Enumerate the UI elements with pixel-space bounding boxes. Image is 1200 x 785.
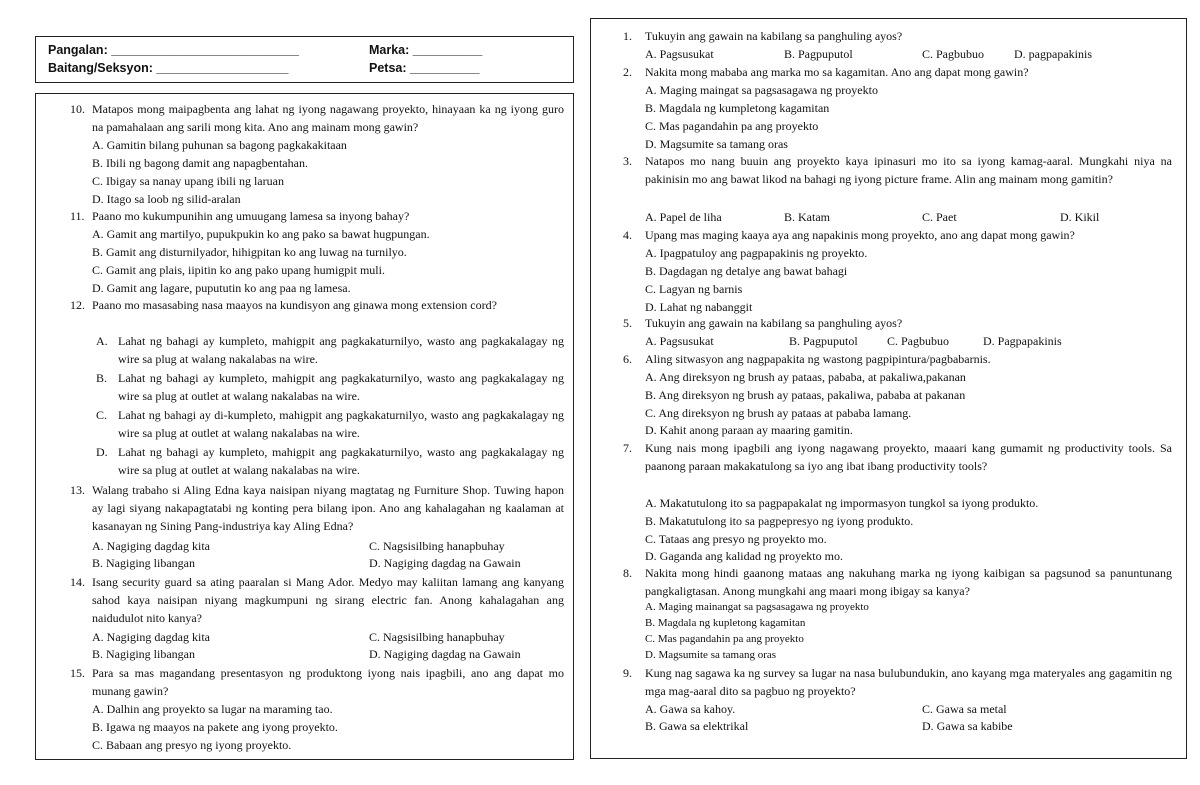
option-letter: B.: [96, 371, 108, 385]
option-b: B. Ibili ng bagong damit ang napagbentahan.: [92, 156, 308, 170]
question-5: [623, 314, 1172, 332]
section-field-label: Baitang/Seksyon: ___________________: [48, 61, 289, 75]
option-b: B. Magdala ng kumpletong kagamitan: [645, 101, 830, 115]
option-b: B. Makatutulong ito sa pagpepresyo ng iyong produkto.: [645, 514, 914, 528]
option-c: [96, 406, 564, 442]
question-14: [70, 573, 564, 627]
question-text: Paano mo masasabing nasa maayos na kundisyon ang ginawa mong extension cord?: [92, 298, 497, 312]
question-text: Aling sitwasyon ang nagpapakita ng wastong pagpipintura/pagbabarnis.: [645, 352, 991, 366]
option-a: A. Ipagpatuloy ang pagpapakinis ng proyekto.: [645, 246, 868, 260]
question-text: Kung nais mong ipagbili ang iyong nagawang proyekto, maaari kang gumamit ng productivity tools. Sa paanong paraan makakatulong sa iyo ang ibat ibang productivity tools?: [645, 441, 1172, 473]
question-number: 2.: [623, 65, 632, 79]
option-b: B. Gamit ang disturnilyador, hihigpitan ko ang luwag na turnilyo.: [92, 245, 407, 259]
question-text: Nakita mong mababa ang marka mo sa kagamitan. Ano ang dapat mong gawin?: [645, 65, 1029, 79]
option-d: D. Gawa sa kabibe: [922, 719, 1013, 733]
option-b: B. Magdala ng kupletong kagamitan: [645, 617, 806, 629]
question-1: [623, 27, 1172, 45]
option-c: C. Gamit ang plais, iipitin ko ang pako upang humigpit muli.: [92, 263, 385, 277]
question-8: [623, 564, 1172, 600]
question-number: 11.: [70, 209, 85, 223]
option-c: C. Nagsisilbing hanapbuhay: [369, 630, 505, 644]
question-number: 5.: [623, 316, 632, 330]
option-d: D. Nagiging dagdag na Gawain: [369, 647, 521, 661]
option-d: D. Gamit ang lagare, pupututin ko ang paa ng lamesa.: [92, 281, 351, 295]
option-a: A. Ang direksyon ng brush ay pataas, pababa, at pakaliwa,pakanan: [645, 370, 966, 384]
question-number: 15.: [70, 666, 85, 680]
question-number: 10.: [70, 102, 85, 116]
option-c: C. Pagbubuo: [887, 334, 950, 348]
option-b: [96, 369, 564, 405]
option-d: D. Pagpapakinis: [983, 334, 1062, 348]
question-text: Paano mo kukumpunihin ang umuugang lamesa sa inyong bahay?: [92, 209, 410, 223]
option-c: C. Lagyan ng barnis: [645, 282, 743, 296]
option-b: B. Gawa sa elektrikal: [645, 719, 749, 733]
question-text: Natapos mo nang buuin ang proyekto kaya ipinasuri mo ito sa iyong kamag-aaral. Mungkahi niya na pakinisin mo ang bawat likod na bahagi ng iyong picture frame. Alin ang mainam mong gamitin?: [645, 154, 1172, 186]
option-c: C. Paet: [922, 210, 957, 224]
option-text: Lahat ng bahagi ay di-kumpleto, mahigpit ang pagkakaturnilyo, wasto ang pagkakalagay ng wire sa plug at outlet at walang nakalabas na wire.: [118, 408, 564, 440]
option-d: D. Itago sa loob ng silid-aralan: [92, 192, 241, 206]
option-a: A. Nagiging dagdag kita: [92, 630, 210, 644]
score-field-label: Marka: __________: [369, 43, 483, 57]
option-d: D. Magsumite sa tamang oras: [645, 649, 777, 661]
option-a: A. Maging mainangat sa pagsasagawa ng proyekto: [645, 601, 869, 613]
option-a: A. Papel de liha: [645, 210, 722, 224]
option-d: D. Nagiging dagdag na Gawain: [369, 556, 521, 570]
option-b: B. Ang direksyon ng brush ay pataas, pakaliwa, pababa at pakanan: [645, 388, 966, 402]
option-a: A. Pagsusukat: [645, 334, 714, 348]
question-4: [623, 226, 1172, 244]
option-c: C. Babaan ang presyo ng iyong proyekto.: [92, 738, 292, 752]
question-11: [70, 207, 564, 225]
option-b: B. Nagiging libangan: [92, 647, 195, 661]
question-number: 13.: [70, 483, 85, 497]
option-a: A. Gamitin bilang puhunan sa bagong pagkakakitaan: [92, 138, 347, 152]
question-text: Tukuyin ang gawain na kabilang sa panghuling ayos?: [645, 316, 903, 330]
option-b: B. Pagpuputol: [784, 47, 853, 61]
question-9: [623, 664, 1172, 700]
option-c: C. Gawa sa metal: [922, 702, 1007, 716]
option-c: C. Mas pagandahin pa ang proyekto: [645, 633, 804, 645]
question-number: 12.: [70, 298, 85, 312]
option-d: D. Kahit anong paraan ay maaring gamitin.: [645, 423, 853, 437]
option-c: C. Ibigay sa nanay upang ibili ng laruan: [92, 174, 284, 188]
question-13: [70, 481, 564, 535]
question-number: 3.: [623, 154, 632, 168]
question-text: Upang mas maging kaaya aya ang napakinis mong proyekto, ano ang dapat mong gawin?: [645, 228, 1075, 242]
question-6: [623, 350, 1172, 368]
date-field-label: Petsa: __________: [369, 61, 480, 75]
option-d: D. Gaganda ang kalidad ng proyekto mo.: [645, 549, 843, 563]
question-7: [623, 439, 1172, 493]
question-10: [70, 100, 564, 136]
option-b: B. Katam: [784, 210, 830, 224]
question-text: Walang trabaho si Aling Edna kaya naisipan niyang magtatag ng Furniture Shop. Tuwing hapon ay lagi siyang nakapagtatabi ng konting pera bilang ipon. Ano ang kahalagahan ng kaalaman at kasanayan ng Sining Pang-industriya kay Aling Edna?: [92, 483, 564, 533]
option-d: [96, 443, 564, 479]
option-c: C. Nagsisilbing hanapbuhay: [369, 539, 505, 553]
option-c: C. Tataas ang presyo ng proyekto mo.: [645, 532, 827, 546]
option-text: Lahat ng bahagi ay kumpleto, mahigpit ang pagkakaturnilyo, wasto ang pagkakalagay ng wire sa plug at outlet at walang nakalabas na wire.: [118, 371, 564, 403]
option-a: A. Dalhin ang proyekto sa lugar na maraming tao.: [92, 702, 333, 716]
question-12: [70, 296, 564, 332]
option-a: A. Makatutulong ito sa pagpapakalat ng impormasyon tungkol sa iyong produkto.: [645, 496, 1039, 510]
option-a: [96, 332, 564, 368]
option-d: D. Kikil: [1060, 210, 1100, 224]
name-field-label: Pangalan: ___________________________: [48, 43, 299, 57]
option-b: B. Nagiging libangan: [92, 556, 195, 570]
option-d: D. pagpapakinis: [1014, 47, 1092, 61]
question-number: 9.: [623, 666, 632, 680]
option-c: C. Pagbubuo: [922, 47, 985, 61]
option-letter: D.: [96, 445, 108, 459]
option-b: B. Dagdagan ng detalye ang bawat bahagi: [645, 264, 848, 278]
question-text: Isang security guard sa ating paaralan si Mang Ador. Medyo may kaliitan lamang ang kanyang sahod kaya naisipan niyang magkumpuni ng sirang electric fan. Anong kahalagahan ang naidudulot nito kanya?: [92, 575, 564, 625]
question-number: 14.: [70, 575, 85, 589]
option-a: A. Gawa sa kahoy.: [645, 702, 736, 716]
option-letter: A.: [96, 334, 108, 348]
option-a: A. Pagsusukat: [645, 47, 714, 61]
question-text: Matapos mong maipagbenta ang lahat ng iyong nagawang proyekto, hinayaan ka ng iyong guro na pamahalaan ang sarili mong kita. Ano ang mainam mong gawin?: [92, 102, 564, 134]
question-text: Para sa mas magandang presentasyon ng produktong iyong nais ipagbili, ano ang dapat mo munang gawin?: [92, 666, 564, 698]
option-text: Lahat ng bahagi ay kumpleto, mahigpit ang pagkakaturnilyo, wasto ang pagkakalagay ng wire sa plug at walang nakalabas na wire.: [118, 334, 564, 366]
question-text: Nakita mong hindi gaanong mataas ang nakuhang marka ng iyong kaibigan sa pagsunod sa panuntunang pangkaligtasan. Anong mungkahi ang maari mong ibigay sa kanya?: [645, 566, 1172, 598]
question-text: Kung nag sagawa ka ng survey sa lugar na nasa bulubundukin, ano kayang mga materyales ang gagamitin ng mga mag-aaral dito sa pagbuo ng proyekto?: [645, 666, 1172, 698]
option-a: A. Maging maingat sa pagsasagawa ng proyekto: [645, 83, 878, 97]
question-number: 1.: [623, 29, 632, 43]
question-15: [70, 664, 564, 700]
right-question-column: [590, 18, 1187, 759]
option-d: D. Magsumite sa tamang oras: [645, 137, 788, 151]
option-b: B. Igawa ng maayos na pakete ang iyong proyekto.: [92, 720, 338, 734]
option-a: A. Nagiging dagdag kita: [92, 539, 210, 553]
option-d: D. Lahat ng nabanggit: [645, 300, 753, 314]
question-number: 8.: [623, 566, 632, 580]
question-number: 7.: [623, 441, 632, 455]
left-question-column: [35, 93, 574, 760]
question-number: 4.: [623, 228, 632, 242]
student-info-box: [35, 36, 574, 83]
option-c: C. Ang direksyon ng brush ay pataas at pababa lamang.: [645, 406, 912, 420]
option-a: A. Gamit ang martilyo, pupukpukin ko ang pako sa bawat hugpungan.: [92, 227, 430, 241]
question-number: 6.: [623, 352, 632, 366]
option-letter: C.: [96, 408, 108, 422]
option-text: Lahat ng bahagi ay kumpleto, mahigpit ang pagkakaturnilyo, wasto ang pagkakalagay ng wire sa plug at outlet at walang nakalabas na wire.: [118, 445, 564, 477]
option-c: C. Mas pagandahin pa ang proyekto: [645, 119, 819, 133]
question-3: [623, 152, 1172, 206]
question-text: Tukuyin ang gawain na kabilang sa panghuling ayos?: [645, 29, 903, 43]
option-b: B. Pagpuputol: [789, 334, 858, 348]
question-2: [623, 63, 1172, 81]
